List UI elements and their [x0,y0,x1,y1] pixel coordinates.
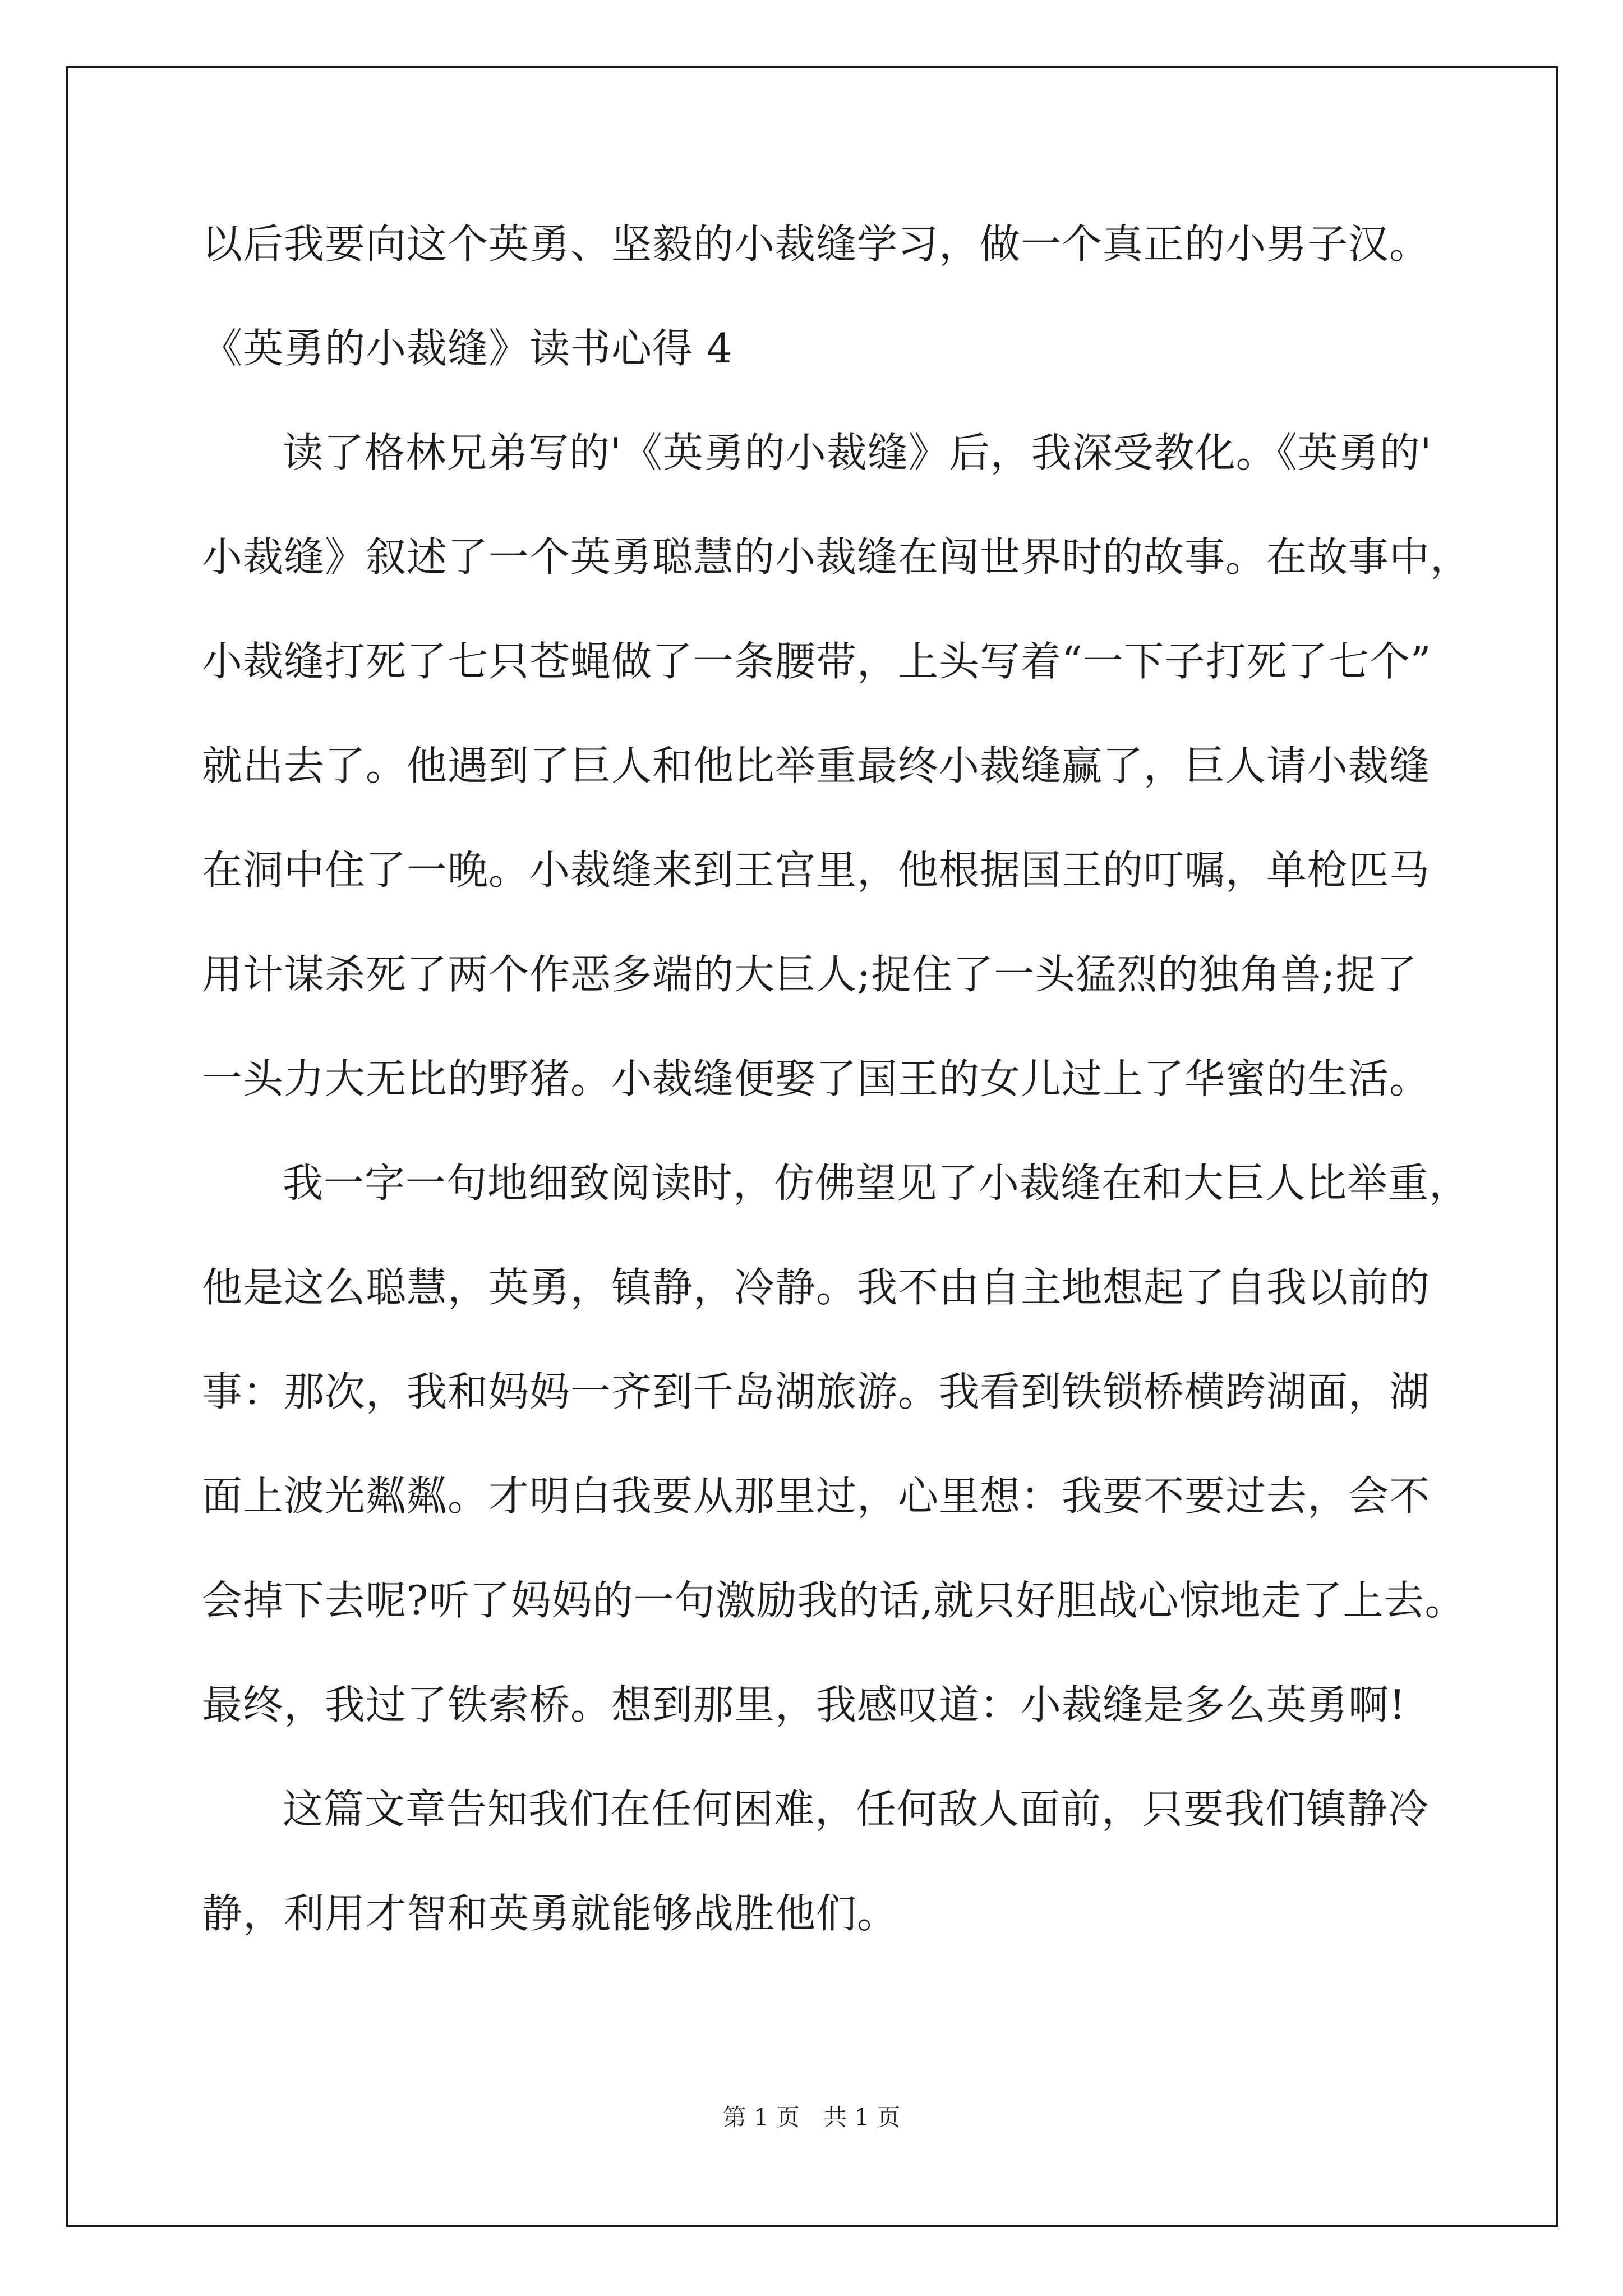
text-line: 小裁缝打死了七只苍蝇做了一条腰带，上头写着“一下子打死了七个” [202,638,1432,685]
section-heading: 《英勇的小裁缝》读书心得 4 [202,325,733,372]
page-number: 第 1 页 共 1 页 [722,2104,901,2131]
text-line: 事：那次，我和妈妈一齐到千岛湖旅游。我看到铁锁桥横跨湖面，湖 [202,1368,1431,1415]
text-line: 我一字一句地细致阅读时，仿佛望见了小裁缝在和大巨人比举重， [283,1159,1470,1207]
text-line: 读了格林兄弟写的'《英勇的小裁缝》后，我深受教化。《英勇的' [283,429,1432,476]
text-line: 小裁缝》叙述了一个英勇聪慧的小裁缝在闯世界时的故事。在故事中， [202,533,1472,581]
text-line: 就出去了。他遇到了巨人和他比举重最终小裁缝赢了，巨人请小裁缝 [202,742,1431,789]
text-line: 这篇文章告知我们在任何困难，任何敌人面前，只要我们镇静冷 [283,1786,1430,1833]
text-line: 面上波光粼粼。才明白我要从那里过，心里想：我要不要过去，会不 [202,1473,1431,1520]
text-line: 静，利用才智和英勇就能够战胜他们。 [202,1890,898,1937]
text-line: 一头力大无比的野猪。小裁缝便娶了国王的女儿过上了华蜜的生活。 [202,1055,1431,1102]
text-line: 最终，我过了铁索桥。想到那里，我感叹道：小裁缝是多么英勇啊! [202,1681,1406,1728]
text-line: 他是这么聪慧，英勇，镇静，冷静。我不由自主地想起了自我以前的 [202,1264,1431,1311]
text-line: 用计谋杀死了两个作恶多端的大巨人;捉住了一头猛烈的独角兽;捉了 [202,951,1418,998]
text-line: 在洞中住了一晚。小裁缝来到王宫里，他根据国王的叮嘱，单枪匹马 [202,846,1431,894]
text-line: 会掉下去呢?听了妈妈的一句激励我的话,就只好胆战心惊地走了上去。 [202,1577,1466,1624]
text-line: 以后我要向这个英勇、坚毅的小裁缝学习，做一个真正的小男子汉。 [202,220,1431,268]
